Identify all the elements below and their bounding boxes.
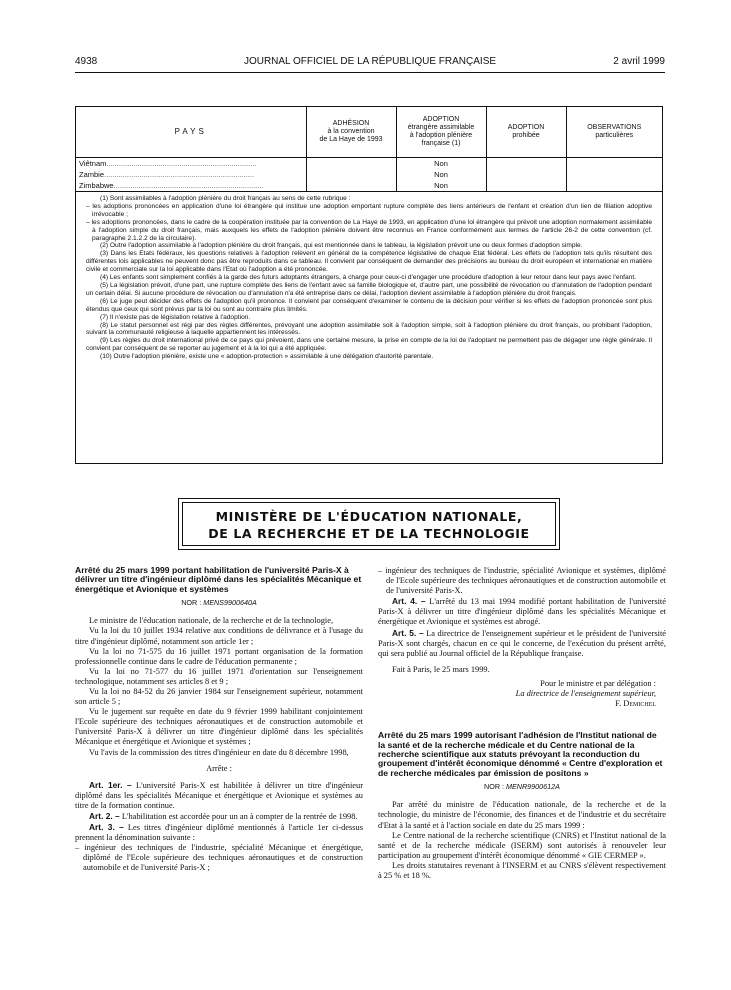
ministry-banner bbox=[178, 498, 560, 550]
paragraph: Le Centre national de la recherche scientifique (CNRS) et l'Institut national de la santé et de la recherche médicale (ISERM) sont autorisés à renouveler leur participation au groupement d'intérêt économique dénommé « GIE CERMEP ». bbox=[378, 830, 666, 860]
arrete-title: Arrêté du 25 mars 1999 portant habilitation de l'université Paris-X à délivrer un titre d'ingénieur diplômé dans les spécialités Mécanique et énergétique et Avionique et systèmes bbox=[75, 565, 362, 594]
paragraph: Vu la loi du 10 juillet 1934 relative aux conditions de délivrance et à l'usage du titre d'ingénieur diplômé, notamment son article 1er ; bbox=[75, 626, 363, 646]
table-row bbox=[76, 180, 662, 192]
table-header-row bbox=[76, 107, 662, 158]
country-cell: Viêtnam........................................................................ bbox=[76, 158, 306, 170]
nor-reference: NOR : MENR9900612A bbox=[484, 782, 560, 792]
etrangere-cell: Non bbox=[396, 180, 486, 192]
ministry-title-line1: MINISTÈRE DE L'ÉDUCATION NATIONALE, bbox=[215, 509, 523, 524]
article-3-item: – ingénieur des techniques de l'industrie, spécialité Mécanique et énergétique, diplômé de l'Ecole supérieure des techniques aéronautiques et de construction automobile et de l'université Paris-X ; bbox=[75, 843, 363, 873]
paragraph: Vu le jugement sur requête en date du 9 février 1999 habilitant conjointement l'Ecole supérieure des techniques aéronautiques et de construction automobile et l'université Paris-X à délivrer un titre d'ingénieur diplômé dans les spécialités Mécanique et énergétique et Avionique et systèmes ; bbox=[75, 707, 363, 747]
article-1: Art. 1er. – L'université Paris-X est habilitée à délivrer un titre d'ingénieur diplômé dans les spécialités Mécanique et énergétique et Avionique et systèmes au titre de la formation continue. bbox=[75, 779, 363, 810]
arrete-label: Arrête : bbox=[206, 763, 232, 773]
footnote: (8) Le statut personnel est régi par des règles différentes, prévoyant une adoption assimilable soit à l'adoption simple, soit à l'adoption plénière du droit français, ou prohibant l'adoption, suivant la communauté religieuse à laquelle appartiennent les intéressés. bbox=[86, 321, 652, 337]
right-column bbox=[378, 566, 666, 881]
prohibee-cell bbox=[486, 169, 566, 180]
footnote: (5) La législation prévoit, d'une part, une rupture complète des liens de l'enfant avec sa famille biologique et, d'autre part, une possibilité de révocation ou d'annulation de l'adoption pendant un certain délai. Si aucune procédure de révocation ou d'annulation n'a été entreprise dans ce délai, l'adoption devient assimilable à l'adoption plénière du droit français. bbox=[86, 281, 652, 297]
section-gap bbox=[378, 709, 666, 731]
paragraph: Vu la loi no 71-577 du 16 juillet 1971 d'orientation sur l'enseignement technologique, notamment ses articles 8 et 9 ; bbox=[75, 666, 363, 686]
header-rule bbox=[75, 72, 665, 73]
paragraph: Les droits statutaires revenant à l'INSERM et au CNRS s'élèvent respectivement à 25 % et 18 %. bbox=[378, 860, 666, 880]
issue-date: 2 avril 1999 bbox=[613, 56, 665, 67]
paragraph: Vu l'avis de la commission des titres d'ingénieur en date du 8 décembre 1998, bbox=[89, 747, 349, 757]
col-header-adoption-etrangere: ADOPTION étrangère assimilable à l'adoption plénière française (1) bbox=[396, 107, 486, 158]
observations-cell bbox=[566, 158, 662, 170]
table-row bbox=[76, 158, 662, 170]
ministry-title-line2: DE LA RECHERCHE ET DE LA TECHNOLOGIE bbox=[208, 526, 530, 541]
adhesion-cell bbox=[306, 180, 396, 192]
paragraph: Vu la loi no 84-52 du 26 janvier 1984 sur l'enseignement supérieur, notamment son article 5 ; bbox=[75, 686, 363, 707]
etrangere-cell: Non bbox=[396, 158, 486, 170]
adoption-table bbox=[76, 107, 662, 192]
footnote: – les adoptions prononcées en application d'une loi étrangère qui institue une adoption emportant rupture complète des liens antérieurs de l'enfant et création d'un lien de filiation adoptive irrévocable ; bbox=[86, 202, 652, 218]
signatory-name: F. Demichel bbox=[615, 699, 656, 709]
col-header-adhesion: ADHÉSION à la convention de La Haye de 1993 bbox=[306, 107, 396, 158]
footnote: (3) Dans les Etats fédéraux, les questions relatives à l'adoption relèvent en général de la compétence législative de chaque Etat fédéral. Les effets de l'adoption tels qu'ils résultent des différentes lois applicables ne peuvent donc pas être reproduits dans ce tableau. Il convient par conséquent de demander des précisions au bureau du droit européen et international en matière civile et commerciale sur la loi applicable dans l'Etat où l'adoption a été prononcée. bbox=[86, 250, 652, 274]
country-cell: Zimbabwe........................................................................ bbox=[76, 180, 306, 192]
footnote: (1) Sont assimilables à l'adoption plénière du droit français au sens de cette rubrique : bbox=[100, 195, 351, 202]
footnote: (9) Les règles du droit international privé de ce pays qui prévoient, dans une certaine mesure, la prise en compte de la loi de l'adoptant ne permettent pas de dégager une règle générale. Il convient par conséquent de se reporter au jugement et à la loi qui a été appliquée. bbox=[86, 337, 652, 353]
running-header bbox=[75, 56, 665, 70]
article-3-item: – ingénieur des techniques de l'industrie, spécialité Avionique et systèmes, diplômé de l'Ecole supérieure des techniques aéronautiques et de construction automobile et de l'université Paris-X. bbox=[378, 566, 666, 596]
prohibee-cell bbox=[486, 158, 566, 170]
table-row bbox=[76, 169, 662, 180]
journal-title: JOURNAL OFFICIEL DE LA RÉPUBLIQUE FRANÇAISE bbox=[243, 56, 497, 67]
article-2: Art. 2. – L'habilitation est accordée pour un an à compter de la rentrée de 1998. bbox=[89, 811, 358, 821]
adhesion-cell bbox=[306, 158, 396, 170]
paragraph: Le ministre de l'éducation nationale, de la recherche et de la technologie, bbox=[89, 616, 334, 626]
nor-reference: NOR : MENS9900640A bbox=[181, 598, 257, 608]
signature-role: La directrice de l'enseignement supérieur, bbox=[515, 689, 656, 699]
col-header-adoption-prohibee: ADOPTION prohibée bbox=[486, 107, 566, 158]
signature-date: Fait à Paris, le 25 mars 1999. bbox=[392, 664, 490, 674]
paragraph: Par arrêté du ministre de l'éducation nationale, de la recherche et de la technologie, du ministre de l'économie, des finances et de l'industrie et du secrétaire d'Etat à la santé et à l'action sociale en date du 25 mars 1999 : bbox=[378, 800, 666, 830]
adoption-table-box bbox=[75, 106, 663, 464]
footnote: (2) Outre l'adoption assimilable à l'adoption plénière du droit français, qui est mentionnée dans le tableau, la législation prévoit une ou deux formes d'adoption simple. bbox=[100, 242, 583, 250]
observations-cell bbox=[566, 180, 662, 192]
article-5: Art. 5. – La directrice de l'enseignement supérieur et le président de l'université Paris-X sont chargés, chacun en ce qui le concerne, de l'exécution du présent arrêté, qui sera publié au Journal officiel de la République française. bbox=[378, 627, 666, 658]
footnote: (10) Outre l'adoption plénière, existe une « adoption-protection » assimilable à une délégation d'autorité parentale. bbox=[100, 353, 434, 361]
col-header-observations: OBSERVATIONS particulières bbox=[566, 107, 662, 158]
table-footnotes bbox=[76, 192, 662, 361]
adhesion-cell bbox=[306, 169, 396, 180]
ministry-banner-inner bbox=[182, 502, 556, 546]
footnote: (6) Le juge peut décider des effets de l'adoption qu'il prononce. Il convient par conséquent d'examiner le contenu de la décision pour vérifier si les effets de l'adoption prononcée sont plus étendus que ceux qui sont prévus par la loi ou sont au contraire plus limités. bbox=[86, 297, 652, 313]
page-number: 4938 bbox=[75, 56, 98, 67]
signature-line: Pour le ministre et par délégation : bbox=[540, 678, 656, 688]
footnote: (4) Les enfants sont simplement confiés à la garde des futurs adoptants étrangers, à charge pour ceux-ci d'engager une procédure d'adoption à leur retour dans leur pays avec l'enfant. bbox=[100, 274, 636, 282]
observations-cell bbox=[566, 169, 662, 180]
article-4: Art. 4. – L'arrêté du 13 mai 1994 modifié portant habilitation de l'université Paris-X à délivrer un titre d'ingénieur diplômé dans les spécialités Mécanique et énergétique et Avionique et systèmes est abrogé. bbox=[378, 596, 666, 627]
footnote: – les adoptions prononcées, dans le cadre de la coopération instituée par la convention de La Haye de 1993, en application d'une loi étrangère qui prévoit une adoption normalement assimilable à l'adoption simple du droit français, mais auxquels les effets de l'adoption plénière doivent être reconnus en France conformément aux termes de l'article 26-2 de cette convention (cf. paragraphe 2.1.2.2 de la circulaire). bbox=[86, 218, 652, 242]
footnote: (7) Il n'existe pas de législation relative à l'adoption. bbox=[100, 313, 251, 321]
col-header-pays: PAYS bbox=[76, 107, 306, 158]
article-3: Art. 3. – Les titres d'ingénieur diplômé mentionnés à l'article 1er ci-dessus prennent la dénomination suivante : bbox=[75, 822, 363, 843]
paragraph: Vu la loi no 71-575 du 16 juillet 1971 portant organisation de la formation professionnelle continue dans le cadre de l'éducation permanente ; bbox=[75, 646, 363, 666]
prohibee-cell bbox=[486, 180, 566, 192]
arrete-title: Arrêté du 25 mars 1999 autorisant l'adhésion de l'Institut national de la santé et de la recherche médicale et du Centre national de la recherche scientifique aux statuts prévoyant la reconduction du groupement d'intérêt économique dénommé « Centre d'exploration et de recherche médicales par émission de positons » bbox=[378, 730, 663, 778]
etrangere-cell: Non bbox=[396, 169, 486, 180]
left-column bbox=[75, 566, 363, 874]
country-cell: Zambie........................................................................ bbox=[76, 169, 306, 180]
